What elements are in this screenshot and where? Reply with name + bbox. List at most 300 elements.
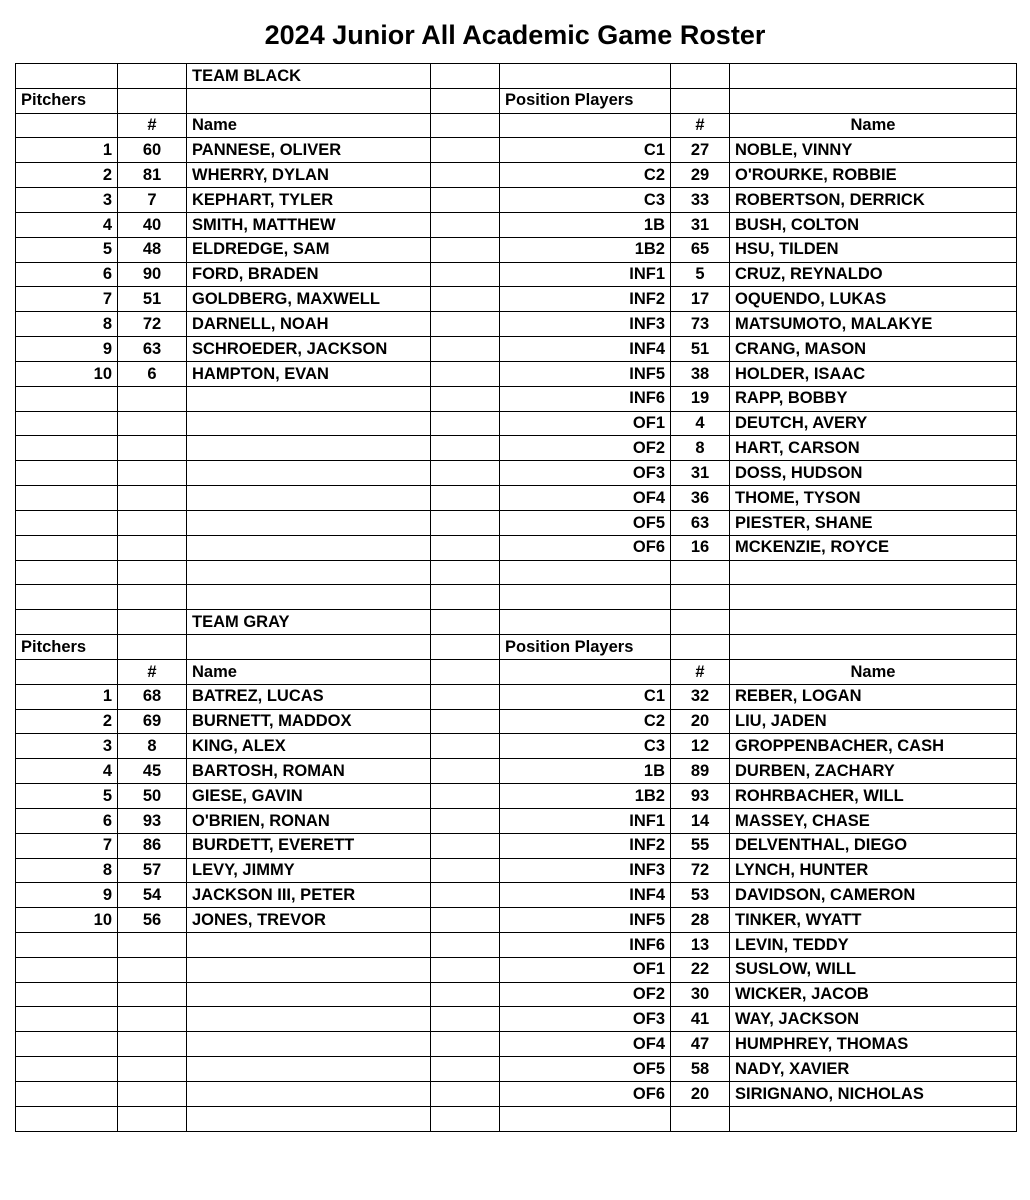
empty-cell <box>671 88 730 113</box>
empty-cell <box>500 585 671 610</box>
position-players-label: Position Players <box>500 635 671 660</box>
pitcher-index: 7 <box>16 833 118 858</box>
empty-cell <box>187 486 431 511</box>
player-position: 1B2 <box>500 237 671 262</box>
player-position: C1 <box>500 684 671 709</box>
player-name: HART, CARSON <box>730 436 1017 461</box>
roster-row <box>16 237 1017 262</box>
empty-cell <box>16 113 118 138</box>
empty-cell <box>118 461 187 486</box>
empty-cell <box>16 535 118 560</box>
pitcher-name: SCHROEDER, JACKSON <box>187 337 431 362</box>
pitcher-number: 86 <box>118 833 187 858</box>
empty-cell <box>431 1032 500 1057</box>
empty-cell <box>187 585 431 610</box>
pitcher-name: DARNELL, NOAH <box>187 312 431 337</box>
pitcher-number: 50 <box>118 784 187 809</box>
empty-cell <box>187 535 431 560</box>
empty-cell <box>431 461 500 486</box>
empty-cell <box>431 709 500 734</box>
empty-cell <box>118 535 187 560</box>
roster-row <box>16 386 1017 411</box>
empty-cell <box>187 1106 431 1131</box>
player-name: HSU, TILDEN <box>730 237 1017 262</box>
pitcher-number: 93 <box>118 808 187 833</box>
empty-cell <box>431 908 500 933</box>
empty-cell <box>118 932 187 957</box>
player-number: 29 <box>671 163 730 188</box>
player-number: 5 <box>671 262 730 287</box>
player-number: 17 <box>671 287 730 312</box>
empty-cell <box>671 560 730 585</box>
pitcher-name: HAMPTON, EVAN <box>187 361 431 386</box>
player-position: OF5 <box>500 1057 671 1082</box>
pitcher-name-header: Name <box>187 113 431 138</box>
player-name: LEVIN, TEDDY <box>730 932 1017 957</box>
player-position: C2 <box>500 709 671 734</box>
player-name: TINKER, WYATT <box>730 908 1017 933</box>
player-number-header: # <box>671 113 730 138</box>
empty-cell <box>187 635 431 660</box>
player-number: 20 <box>671 1081 730 1106</box>
player-position: 1B2 <box>500 784 671 809</box>
pitcher-number: 40 <box>118 212 187 237</box>
empty-cell <box>187 932 431 957</box>
pitcher-name: ELDREDGE, SAM <box>187 237 431 262</box>
pitcher-name-header: Name <box>187 659 431 684</box>
empty-cell <box>118 982 187 1007</box>
pitcher-index: 1 <box>16 684 118 709</box>
player-name: LYNCH, HUNTER <box>730 858 1017 883</box>
player-number: 16 <box>671 535 730 560</box>
empty-cell <box>500 560 671 585</box>
player-number: 65 <box>671 237 730 262</box>
pitcher-number: 54 <box>118 883 187 908</box>
player-number-header: # <box>671 659 730 684</box>
player-position: OF3 <box>500 1007 671 1032</box>
player-name: WICKER, JACOB <box>730 982 1017 1007</box>
player-position: OF6 <box>500 1081 671 1106</box>
empty-cell <box>730 610 1017 635</box>
player-name: REBER, LOGAN <box>730 684 1017 709</box>
player-name: DAVIDSON, CAMERON <box>730 883 1017 908</box>
player-position: INF5 <box>500 361 671 386</box>
empty-cell <box>16 982 118 1007</box>
player-name: PIESTER, SHANE <box>730 510 1017 535</box>
pitcher-number: 51 <box>118 287 187 312</box>
pitcher-number-header: # <box>118 659 187 684</box>
player-position: INF3 <box>500 312 671 337</box>
player-name: SIRIGNANO, NICHOLAS <box>730 1081 1017 1106</box>
empty-cell <box>431 982 500 1007</box>
empty-cell <box>431 361 500 386</box>
empty-cell <box>431 1007 500 1032</box>
roster-row <box>16 1081 1017 1106</box>
roster-table <box>15 63 1017 1132</box>
column-header-row <box>16 659 1017 684</box>
pitcher-name: SMITH, MATTHEW <box>187 212 431 237</box>
roster-row <box>16 734 1017 759</box>
player-number: 51 <box>671 337 730 362</box>
empty-cell <box>431 1081 500 1106</box>
empty-cell <box>431 932 500 957</box>
player-position: OF3 <box>500 461 671 486</box>
player-position: C3 <box>500 734 671 759</box>
empty-cell <box>431 1106 500 1131</box>
team-name-row <box>16 610 1017 635</box>
empty-cell <box>671 1106 730 1131</box>
pitcher-name: WHERRY, DYLAN <box>187 163 431 188</box>
empty-cell <box>671 610 730 635</box>
player-number: 93 <box>671 784 730 809</box>
player-number: 89 <box>671 759 730 784</box>
player-position: C3 <box>500 188 671 213</box>
empty-cell <box>187 411 431 436</box>
empty-cell <box>671 64 730 89</box>
pitcher-index: 9 <box>16 883 118 908</box>
pitcher-index: 6 <box>16 808 118 833</box>
empty-cell <box>16 1081 118 1106</box>
empty-cell <box>16 64 118 89</box>
empty-cell <box>730 64 1017 89</box>
pitcher-number: 6 <box>118 361 187 386</box>
roster-row <box>16 510 1017 535</box>
player-number: 19 <box>671 386 730 411</box>
empty-cell <box>16 510 118 535</box>
team-name: TEAM GRAY <box>187 610 431 635</box>
section-label-row <box>16 635 1017 660</box>
player-position: OF6 <box>500 535 671 560</box>
empty-cell <box>431 337 500 362</box>
player-name: HOLDER, ISAAC <box>730 361 1017 386</box>
empty-cell <box>730 585 1017 610</box>
player-number: 28 <box>671 908 730 933</box>
empty-cell <box>16 610 118 635</box>
empty-cell <box>431 113 500 138</box>
pitcher-index: 8 <box>16 312 118 337</box>
pitcher-name: BATREZ, LUCAS <box>187 684 431 709</box>
empty-cell <box>16 585 118 610</box>
pitcher-number: 45 <box>118 759 187 784</box>
pitcher-name: JACKSON III, PETER <box>187 883 431 908</box>
pitcher-index: 1 <box>16 138 118 163</box>
player-name: WAY, JACKSON <box>730 1007 1017 1032</box>
pitcher-name: GIESE, GAVIN <box>187 784 431 809</box>
empty-cell <box>431 64 500 89</box>
player-position: INF4 <box>500 337 671 362</box>
pitcher-name: JONES, TREVOR <box>187 908 431 933</box>
empty-cell <box>16 1057 118 1082</box>
team-name-row <box>16 64 1017 89</box>
empty-cell <box>187 386 431 411</box>
empty-cell <box>16 1007 118 1032</box>
player-name: RAPP, BOBBY <box>730 386 1017 411</box>
player-number: 30 <box>671 982 730 1007</box>
blank-row <box>16 560 1017 585</box>
player-name: BUSH, COLTON <box>730 212 1017 237</box>
player-number: 13 <box>671 932 730 957</box>
empty-cell <box>431 808 500 833</box>
empty-cell <box>16 486 118 511</box>
pitchers-label: Pitchers <box>16 635 118 660</box>
roster-row <box>16 957 1017 982</box>
player-name: HUMPHREY, THOMAS <box>730 1032 1017 1057</box>
empty-cell <box>16 386 118 411</box>
player-position: INF6 <box>500 386 671 411</box>
pitcher-name: BURDETT, EVERETT <box>187 833 431 858</box>
empty-cell <box>500 610 671 635</box>
player-number: 55 <box>671 833 730 858</box>
player-number: 31 <box>671 461 730 486</box>
pitcher-number: 60 <box>118 138 187 163</box>
empty-cell <box>431 486 500 511</box>
empty-cell <box>118 1032 187 1057</box>
empty-cell <box>431 585 500 610</box>
pitcher-index: 9 <box>16 337 118 362</box>
roster-row <box>16 535 1017 560</box>
pitcher-index: 5 <box>16 784 118 809</box>
empty-cell <box>431 262 500 287</box>
empty-cell <box>118 560 187 585</box>
player-number: 22 <box>671 957 730 982</box>
empty-cell <box>16 560 118 585</box>
empty-cell <box>187 560 431 585</box>
player-name: NADY, XAVIER <box>730 1057 1017 1082</box>
empty-cell <box>431 1057 500 1082</box>
roster-row <box>16 709 1017 734</box>
empty-cell <box>431 734 500 759</box>
empty-cell <box>16 1032 118 1057</box>
empty-cell <box>431 535 500 560</box>
roster-row <box>16 982 1017 1007</box>
roster-row <box>16 287 1017 312</box>
empty-cell <box>187 510 431 535</box>
player-name: MCKENZIE, ROYCE <box>730 535 1017 560</box>
player-number: 63 <box>671 510 730 535</box>
player-position: OF4 <box>500 486 671 511</box>
empty-cell <box>431 883 500 908</box>
empty-cell <box>500 64 671 89</box>
empty-cell <box>187 436 431 461</box>
empty-cell <box>187 461 431 486</box>
player-name: DOSS, HUDSON <box>730 461 1017 486</box>
empty-cell <box>431 436 500 461</box>
player-position: OF1 <box>500 411 671 436</box>
empty-cell <box>187 957 431 982</box>
empty-cell <box>671 585 730 610</box>
roster-row <box>16 784 1017 809</box>
empty-cell <box>431 957 500 982</box>
player-position: INF1 <box>500 262 671 287</box>
player-position: C1 <box>500 138 671 163</box>
position-players-label: Position Players <box>500 88 671 113</box>
empty-cell <box>118 1106 187 1131</box>
player-position: 1B <box>500 212 671 237</box>
roster-row <box>16 1032 1017 1057</box>
roster-row <box>16 262 1017 287</box>
empty-cell <box>16 461 118 486</box>
pitcher-number: 56 <box>118 908 187 933</box>
empty-cell <box>431 684 500 709</box>
player-number: 12 <box>671 734 730 759</box>
roster-row <box>16 411 1017 436</box>
player-number: 73 <box>671 312 730 337</box>
roster-row <box>16 684 1017 709</box>
pitcher-index: 7 <box>16 287 118 312</box>
player-number: 20 <box>671 709 730 734</box>
empty-cell <box>431 212 500 237</box>
roster-row <box>16 908 1017 933</box>
pitcher-index: 4 <box>16 759 118 784</box>
empty-cell <box>187 88 431 113</box>
player-position: INF4 <box>500 883 671 908</box>
player-position: INF2 <box>500 833 671 858</box>
pitcher-number: 48 <box>118 237 187 262</box>
player-number: 27 <box>671 138 730 163</box>
roster-row <box>16 361 1017 386</box>
pitcher-name: FORD, BRADEN <box>187 262 431 287</box>
pitcher-number: 72 <box>118 312 187 337</box>
empty-cell <box>431 237 500 262</box>
empty-cell <box>118 1007 187 1032</box>
player-position: C2 <box>500 163 671 188</box>
player-name-header: Name <box>730 659 1017 684</box>
pitcher-number: 8 <box>118 734 187 759</box>
roster-row <box>16 759 1017 784</box>
empty-cell <box>187 1057 431 1082</box>
empty-cell <box>431 163 500 188</box>
player-position: OF4 <box>500 1032 671 1057</box>
player-name: GROPPENBACHER, CASH <box>730 734 1017 759</box>
player-name: ROHRBACHER, WILL <box>730 784 1017 809</box>
pitcher-index: 3 <box>16 188 118 213</box>
empty-cell <box>431 138 500 163</box>
player-name: ROBERTSON, DERRICK <box>730 188 1017 213</box>
player-position: INF1 <box>500 808 671 833</box>
empty-cell <box>118 88 187 113</box>
roster-row <box>16 188 1017 213</box>
player-number: 58 <box>671 1057 730 1082</box>
player-name: DEUTCH, AVERY <box>730 411 1017 436</box>
player-position: INF5 <box>500 908 671 933</box>
empty-cell <box>16 957 118 982</box>
empty-cell <box>431 858 500 883</box>
team-name: TEAM BLACK <box>187 64 431 89</box>
pitcher-name: GOLDBERG, MAXWELL <box>187 287 431 312</box>
empty-cell <box>431 386 500 411</box>
player-number: 53 <box>671 883 730 908</box>
empty-cell <box>730 1106 1017 1131</box>
pitcher-index: 10 <box>16 361 118 386</box>
player-name: LIU, JADEN <box>730 709 1017 734</box>
empty-cell <box>16 932 118 957</box>
player-name: NOBLE, VINNY <box>730 138 1017 163</box>
player-number: 38 <box>671 361 730 386</box>
page-title: 2024 Junior All Academic Game Roster <box>264 20 766 50</box>
player-position: OF5 <box>500 510 671 535</box>
pitcher-name: O'BRIEN, RONAN <box>187 808 431 833</box>
pitcher-name: PANNESE, OLIVER <box>187 138 431 163</box>
player-position: OF2 <box>500 982 671 1007</box>
player-name: MASSEY, CHASE <box>730 808 1017 833</box>
roster-row <box>16 312 1017 337</box>
roster-row <box>16 932 1017 957</box>
empty-cell <box>431 560 500 585</box>
player-number: 14 <box>671 808 730 833</box>
empty-cell <box>187 1081 431 1106</box>
player-position: INF2 <box>500 287 671 312</box>
empty-cell <box>118 486 187 511</box>
roster-row <box>16 883 1017 908</box>
roster-row <box>16 808 1017 833</box>
empty-cell <box>118 386 187 411</box>
player-name: DURBEN, ZACHARY <box>730 759 1017 784</box>
empty-cell <box>118 957 187 982</box>
roster-row <box>16 461 1017 486</box>
empty-cell <box>118 64 187 89</box>
empty-cell <box>187 982 431 1007</box>
pitcher-number: 81 <box>118 163 187 188</box>
section-label-row <box>16 88 1017 113</box>
pitcher-name: BURNETT, MADDOX <box>187 709 431 734</box>
pitcher-index: 2 <box>16 163 118 188</box>
pitcher-number: 69 <box>118 709 187 734</box>
pitchers-label: Pitchers <box>16 88 118 113</box>
empty-cell <box>187 1007 431 1032</box>
player-number: 33 <box>671 188 730 213</box>
empty-cell <box>500 659 671 684</box>
empty-cell <box>730 88 1017 113</box>
player-position: INF3 <box>500 858 671 883</box>
player-position: OF2 <box>500 436 671 461</box>
empty-cell <box>431 411 500 436</box>
empty-cell <box>730 560 1017 585</box>
pitcher-number: 7 <box>118 188 187 213</box>
pitcher-index: 8 <box>16 858 118 883</box>
player-number: 47 <box>671 1032 730 1057</box>
player-name: DELVENTHAL, DIEGO <box>730 833 1017 858</box>
player-number: 72 <box>671 858 730 883</box>
column-header-row <box>16 113 1017 138</box>
empty-cell <box>16 1106 118 1131</box>
empty-cell <box>431 610 500 635</box>
player-name: CRUZ, REYNALDO <box>730 262 1017 287</box>
player-name-header: Name <box>730 113 1017 138</box>
roster-row <box>16 163 1017 188</box>
roster-row <box>16 1057 1017 1082</box>
empty-cell <box>118 635 187 660</box>
roster-row <box>16 138 1017 163</box>
empty-cell <box>431 784 500 809</box>
empty-cell <box>118 411 187 436</box>
empty-cell <box>118 610 187 635</box>
player-position: OF1 <box>500 957 671 982</box>
blank-row <box>16 585 1017 610</box>
empty-cell <box>500 1106 671 1131</box>
player-name: CRANG, MASON <box>730 337 1017 362</box>
empty-cell <box>118 585 187 610</box>
pitcher-number: 68 <box>118 684 187 709</box>
pitcher-number: 57 <box>118 858 187 883</box>
empty-cell <box>118 1081 187 1106</box>
roster-row <box>16 212 1017 237</box>
pitcher-name: KEPHART, TYLER <box>187 188 431 213</box>
empty-cell <box>431 635 500 660</box>
roster-row <box>16 1007 1017 1032</box>
empty-cell <box>500 113 671 138</box>
pitcher-index: 4 <box>16 212 118 237</box>
player-number: 36 <box>671 486 730 511</box>
